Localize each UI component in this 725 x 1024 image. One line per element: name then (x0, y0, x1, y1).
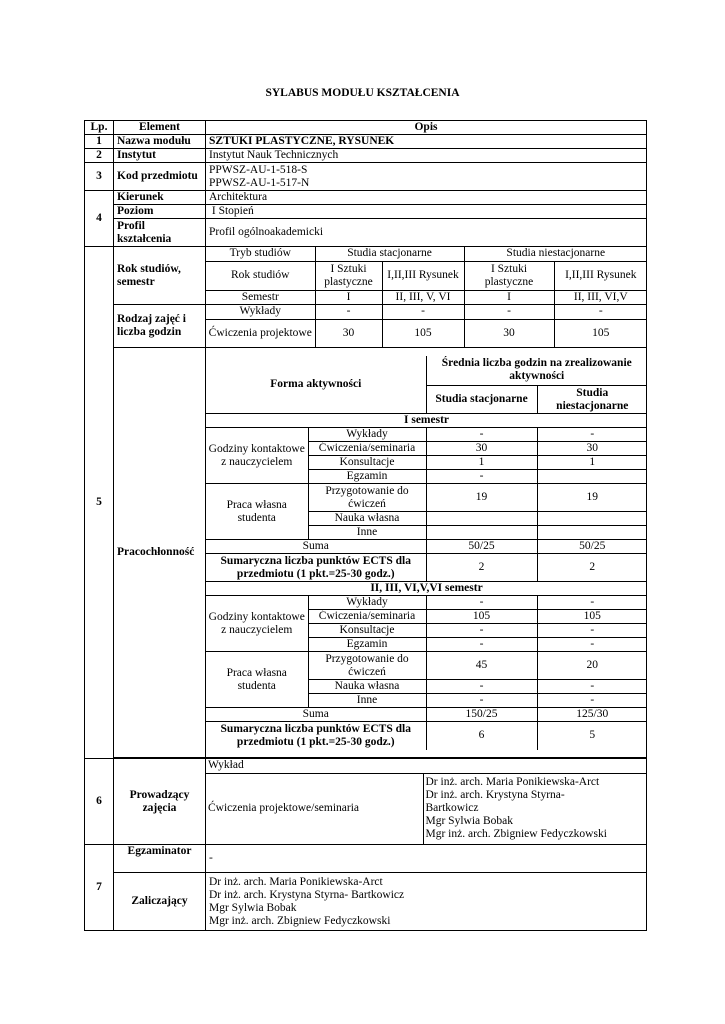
sem2-value: - (426, 624, 537, 638)
prowadzacy-persons (423, 773, 647, 844)
rok-studiow-label: Rok studiów (206, 261, 315, 290)
sem2-value: - (426, 694, 537, 708)
syllabus-table (84, 120, 647, 931)
activity-przygotowanie: Przygotowanie do ćwiczeń (308, 652, 426, 680)
godziny-label: Godziny kontaktowe z nauczycielem (206, 596, 308, 652)
row3-lp: 3 (85, 163, 114, 191)
egzaminator-label: Egzaminator (114, 845, 206, 873)
person: Bartkowicz (425, 802, 479, 815)
sem2-value: - (537, 680, 646, 694)
sem2-value: - (537, 694, 646, 708)
person: Dr inż. arch. Krystyna Styrna- (425, 789, 565, 802)
sem1-title: I semestr (206, 414, 647, 428)
wyklady-value: - (464, 305, 554, 319)
tryb-label: Tryb studiów (206, 247, 315, 261)
sem2-value: - (537, 596, 646, 610)
rok-value: I Sztuki plastyczne (315, 261, 382, 290)
suma-label: Suma (206, 708, 426, 722)
activity-konsultacje: Konsultacje (308, 624, 426, 638)
person: Dr inż. arch. Maria Ponikiewska-Arct (425, 776, 600, 789)
niestac-label: Studia niestacjonarne (464, 247, 646, 261)
semestr-value: I (315, 290, 382, 304)
cwiczenia-value: 105 (382, 319, 464, 347)
activity-egzamin: Egzamin (308, 470, 426, 484)
row1-lp: 1 (85, 135, 114, 149)
cwiczenia-value: 30 (464, 319, 554, 347)
course-code (206, 163, 647, 191)
wyklady-value: - (554, 305, 647, 319)
niestac-col-label: Studia niestacjonarne (537, 386, 646, 414)
person: Dr inż. arch. Krystyna Styrna- Bartkowicz (209, 888, 405, 901)
header-element: Element (114, 121, 206, 135)
sem1-value (537, 470, 646, 484)
row2-lp: 2 (85, 149, 114, 163)
sem1-ects: 2 (426, 554, 537, 582)
activity-nauka: Nauka własna (308, 512, 426, 526)
profil-value: Profil ogólnoakademicki (206, 219, 647, 247)
semestr-value: II, III, VI,V (554, 290, 646, 304)
activity-konsultacje: Konsultacje (308, 456, 426, 470)
cwiczenia-value: 105 (554, 319, 647, 347)
poziom-label: Poziom (114, 205, 206, 219)
rodzaj-table (206, 305, 647, 347)
sem2-ects: 6 (426, 722, 537, 750)
sem1-ects: 2 (537, 554, 646, 582)
sem2-value: - (426, 638, 537, 652)
row4-lp: 4 (85, 191, 114, 247)
person: Mgr Sylwia Bobak (209, 901, 297, 914)
sem1-value: 30 (426, 442, 537, 456)
sem1-value: 1 (537, 456, 646, 470)
sem1-value (426, 512, 537, 526)
sem1-value: - (537, 428, 646, 442)
sem2-suma: 125/30 (537, 708, 646, 722)
sem2-value: 45 (426, 652, 537, 680)
course-code-1: PPWSZ-AU-1-518-S (209, 163, 308, 176)
row1-label: Nazwa modułu (114, 135, 206, 149)
activity-cwiczenia: Ćwiczenia/seminaria (308, 610, 426, 624)
document-title: SYLABUS MODUŁU KSZTAŁCENIA (265, 87, 460, 99)
ects-label: Sumaryczna liczba punktów ECTS dla przedmiotu (1 pkt.=25-30 godz.) (206, 554, 426, 582)
sem2-value: 105 (426, 610, 537, 624)
wyklady-value: - (382, 305, 464, 319)
profil-label: Profil kształcenia (114, 219, 206, 247)
rok-value: I,II,III Rysunek (554, 261, 646, 290)
sem1-value (537, 512, 646, 526)
sem2-value: - (426, 680, 537, 694)
activity-wyklady: Wykłady (308, 428, 426, 442)
suma-label: Suma (206, 540, 426, 554)
stac-label: Studia stacjonarne (315, 247, 464, 261)
kierunek-value: Architektura (206, 191, 647, 205)
zaliczajacy-label: Zaliczający (114, 873, 206, 931)
sem2-title: II, III, VI,V,VI semestr (206, 582, 647, 596)
cwiczenia-label: Ćwiczenia projektowe (206, 319, 315, 347)
rok-value: I,II,III Rysunek (382, 261, 464, 290)
prowadzacy-label: Prowadzący zajęcia (114, 759, 206, 845)
activity-wyklady: Wykłady (308, 596, 426, 610)
sem1-value (537, 526, 646, 540)
sem1-value: 19 (537, 484, 646, 512)
semestr-value: I (464, 290, 554, 304)
wyklady-label: Wykłady (206, 305, 315, 319)
sem2-value: - (426, 596, 537, 610)
activity-inne: Inne (308, 526, 426, 540)
row7-lp: 7 (85, 845, 114, 931)
sem2-suma: 150/25 (426, 708, 537, 722)
module-name: SZTUKI PLASTYCZNE, RYSUNEK (206, 135, 647, 149)
row6-lp: 6 (85, 759, 114, 845)
person: Dr inż. arch. Maria Ponikiewska-Arct (209, 875, 383, 888)
sem2-value: - (537, 638, 646, 652)
sem1-value: 30 (537, 442, 646, 456)
stac-col-label: Studia stacjonarne (426, 386, 537, 414)
cwiczenia-value: 30 (315, 319, 382, 347)
sem2-value: 20 (537, 652, 646, 680)
semestr-value: II, III, V, VI (382, 290, 464, 304)
wyklad-label: Wykład (206, 759, 647, 773)
activity-nauka: Nauka własna (308, 680, 426, 694)
row3-label: Kod przedmiotu (114, 163, 206, 191)
pracochlonnosc-label: Pracochłonność (114, 348, 206, 758)
forma-label: Forma aktywności (206, 356, 426, 414)
header-opis: Opis (206, 121, 647, 135)
wyklady-value: - (315, 305, 382, 319)
rok-value: I Sztuki plastyczne (464, 261, 554, 290)
prowadzacy-table (206, 759, 647, 844)
activity-przygotowanie: Przygotowanie do ćwiczeń (308, 484, 426, 512)
row2-label: Instytut (114, 149, 206, 163)
sem2-value: 105 (537, 610, 646, 624)
rok-table (206, 247, 647, 304)
srednia-label: Średnia liczba godzin na zrealizowanie aktywności (426, 356, 646, 386)
godziny-label: Godziny kontaktowe z nauczycielem (206, 428, 308, 484)
sem1-value: - (426, 428, 537, 442)
zaliczajacy-persons (206, 873, 647, 931)
course-code-2: PPWSZ-AU-1-517-N (209, 176, 310, 189)
sem2-ects: 5 (537, 722, 646, 750)
sem1-suma: 50/25 (537, 540, 646, 554)
semestr-label: Semestr (206, 290, 315, 304)
praca-label: Praca własna studenta (206, 484, 308, 540)
workload-table (206, 356, 647, 750)
sem1-value (426, 526, 537, 540)
ects-label: Sumaryczna liczba punktów ECTS dla przedmiotu (1 pkt.=25-30 godz.) (206, 722, 426, 750)
sem2-value: - (537, 624, 646, 638)
row5-lp: 5 (85, 247, 114, 759)
person: Mgr inż. arch. Zbigniew Fedyczkowski (209, 914, 391, 927)
person: Mgr inż. arch. Zbigniew Fedyczkowski (425, 828, 607, 841)
praca-label: Praca własna studenta (206, 652, 308, 708)
rok-label: Rok studiów, semestr (114, 247, 206, 305)
activity-cwiczenia: Ćwiczenia/seminaria (308, 442, 426, 456)
sem1-value: - (426, 470, 537, 484)
rodzaj-label: Rodzaj zajęć i liczba godzin (114, 305, 206, 348)
activity-egzamin: Egzamin (308, 638, 426, 652)
sem1-value: 1 (426, 456, 537, 470)
sem1-suma: 50/25 (426, 540, 537, 554)
cwiczenia-proj-label: Ćwiczenia projektowe/seminaria (206, 773, 423, 844)
header-lp: Lp. (85, 121, 114, 135)
kierunek-label: Kierunek (114, 191, 206, 205)
sem1-value: 19 (426, 484, 537, 512)
activity-inne: Inne (308, 694, 426, 708)
poziom-value: I Stopień (206, 205, 647, 219)
person: Mgr Sylwia Bobak (425, 815, 514, 828)
egzaminator-value: - (206, 845, 647, 873)
institute: Instytut Nauk Technicznych (206, 149, 647, 163)
